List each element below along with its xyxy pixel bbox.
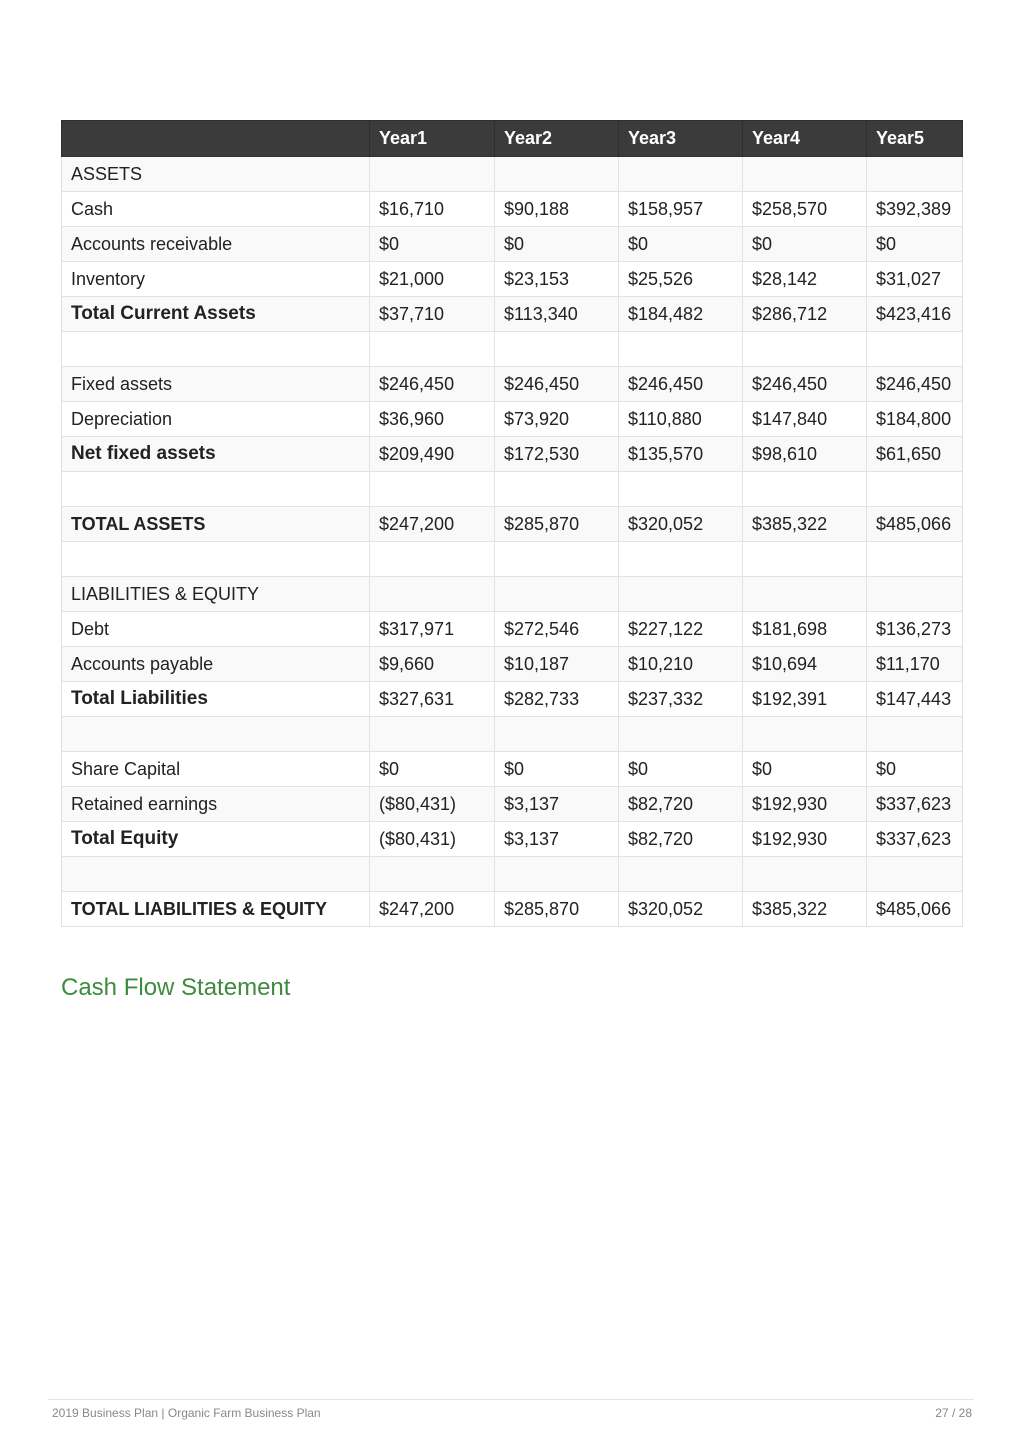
cell-year4	[743, 472, 867, 507]
column-header-year1: Year1	[370, 121, 495, 157]
balance-sheet-table	[61, 120, 963, 927]
cell-year4	[743, 857, 867, 892]
cell-year3: $135,570	[619, 437, 743, 472]
cell-year5	[867, 717, 963, 752]
table-row	[62, 787, 963, 822]
cell-year4	[743, 717, 867, 752]
cell-year1: $21,000	[370, 262, 495, 297]
table-row	[62, 472, 963, 507]
row-label: Share Capital	[62, 752, 370, 787]
row-label: TOTAL ASSETS	[62, 507, 370, 542]
cell-year5: $136,273	[867, 612, 963, 647]
table-row	[62, 367, 963, 402]
cell-year3	[619, 857, 743, 892]
cell-year1: ($80,431)	[370, 822, 495, 857]
cell-year5: $0	[867, 752, 963, 787]
column-header-year5: Year5	[867, 121, 963, 157]
row-label: Depreciation	[62, 402, 370, 437]
footer-document-title: 2019 Business Plan | Organic Farm Business Plan	[52, 1406, 321, 1420]
cell-year4: $192,930	[743, 822, 867, 857]
cell-year5	[867, 472, 963, 507]
cell-year4: $385,322	[743, 507, 867, 542]
row-label: Accounts payable	[62, 647, 370, 682]
row-label	[62, 472, 370, 507]
cell-year3	[619, 577, 743, 612]
cell-year4	[743, 332, 867, 367]
cell-year4: $286,712	[743, 297, 867, 332]
cell-year1	[370, 857, 495, 892]
cell-year2: $285,870	[495, 892, 619, 927]
row-label	[62, 717, 370, 752]
cell-year5	[867, 857, 963, 892]
cell-year5: $0	[867, 227, 963, 262]
cell-year3	[619, 717, 743, 752]
cell-year1: $246,450	[370, 367, 495, 402]
cell-year1	[370, 332, 495, 367]
row-label: Fixed assets	[62, 367, 370, 402]
cell-year3: $0	[619, 227, 743, 262]
table-row	[62, 192, 963, 227]
table-row	[62, 437, 963, 472]
cell-year2: $285,870	[495, 507, 619, 542]
cell-year3: $82,720	[619, 822, 743, 857]
cell-year4: $258,570	[743, 192, 867, 227]
column-header-year4: Year4	[743, 121, 867, 157]
row-label	[62, 542, 370, 577]
cell-year2: $3,137	[495, 822, 619, 857]
section-heading: Cash Flow Statement	[61, 974, 291, 1001]
row-label	[62, 332, 370, 367]
footer-page-number: 27 / 28	[935, 1406, 972, 1420]
row-label	[62, 857, 370, 892]
cell-year2: $282,733	[495, 682, 619, 717]
table-row	[62, 612, 963, 647]
table-row	[62, 682, 963, 717]
row-label: LIABILITIES & EQUITY	[62, 577, 370, 612]
cell-year3	[619, 332, 743, 367]
row-label: Total Liabilities	[62, 682, 370, 717]
cell-year3	[619, 542, 743, 577]
cell-year4: $385,322	[743, 892, 867, 927]
cell-year3	[619, 472, 743, 507]
cell-year1	[370, 542, 495, 577]
cell-year4	[743, 542, 867, 577]
cell-year1: $16,710	[370, 192, 495, 227]
cell-year3: $10,210	[619, 647, 743, 682]
row-label: Debt	[62, 612, 370, 647]
cell-year2: $10,187	[495, 647, 619, 682]
row-label: TOTAL LIABILITIES & EQUITY	[62, 892, 370, 927]
cell-year4	[743, 577, 867, 612]
cell-year1: $0	[370, 227, 495, 262]
cell-year1	[370, 577, 495, 612]
table-body	[62, 157, 963, 927]
table-row	[62, 542, 963, 577]
cell-year1	[370, 717, 495, 752]
table-row	[62, 157, 963, 192]
cell-year2: $172,530	[495, 437, 619, 472]
row-label: Retained earnings	[62, 787, 370, 822]
cell-year1: $36,960	[370, 402, 495, 437]
table-row	[62, 577, 963, 612]
cell-year3: $320,052	[619, 507, 743, 542]
cell-year1: $247,200	[370, 507, 495, 542]
footer-divider	[48, 1399, 974, 1400]
cell-year5	[867, 542, 963, 577]
cell-year5: $423,416	[867, 297, 963, 332]
cell-year2	[495, 157, 619, 192]
cell-year3: $158,957	[619, 192, 743, 227]
cell-year5: $184,800	[867, 402, 963, 437]
cell-year4: $246,450	[743, 367, 867, 402]
table-row	[62, 227, 963, 262]
cell-year5: $337,623	[867, 822, 963, 857]
row-label: Total Equity	[62, 822, 370, 857]
row-label: Net fixed assets	[62, 437, 370, 472]
cell-year2	[495, 577, 619, 612]
cell-year4: $0	[743, 752, 867, 787]
cell-year5: $11,170	[867, 647, 963, 682]
cell-year3: $184,482	[619, 297, 743, 332]
cell-year2: $113,340	[495, 297, 619, 332]
cell-year1: $317,971	[370, 612, 495, 647]
table-row	[62, 332, 963, 367]
row-label: ASSETS	[62, 157, 370, 192]
table-row	[62, 262, 963, 297]
cell-year5	[867, 332, 963, 367]
cell-year2: $0	[495, 752, 619, 787]
cell-year5: $246,450	[867, 367, 963, 402]
table-row	[62, 752, 963, 787]
cell-year4: $147,840	[743, 402, 867, 437]
table-row	[62, 822, 963, 857]
cell-year2: $73,920	[495, 402, 619, 437]
table-row	[62, 507, 963, 542]
cell-year1: ($80,431)	[370, 787, 495, 822]
table-header-row	[62, 121, 963, 157]
cell-year3: $227,122	[619, 612, 743, 647]
cell-year2: $0	[495, 227, 619, 262]
table-row	[62, 892, 963, 927]
cell-year4: $10,694	[743, 647, 867, 682]
row-label: Cash	[62, 192, 370, 227]
cell-year4: $98,610	[743, 437, 867, 472]
cell-year5: $392,389	[867, 192, 963, 227]
table-row	[62, 647, 963, 682]
cell-year1: $37,710	[370, 297, 495, 332]
cell-year2: $90,188	[495, 192, 619, 227]
cell-year2	[495, 542, 619, 577]
cell-year2: $246,450	[495, 367, 619, 402]
cell-year5: $147,443	[867, 682, 963, 717]
column-header-year3: Year3	[619, 121, 743, 157]
cell-year4	[743, 157, 867, 192]
cell-year1: $9,660	[370, 647, 495, 682]
cell-year5: $337,623	[867, 787, 963, 822]
cell-year2	[495, 857, 619, 892]
cell-year4: $192,930	[743, 787, 867, 822]
cell-year3: $0	[619, 752, 743, 787]
column-header-year2: Year2	[495, 121, 619, 157]
cell-year2	[495, 717, 619, 752]
cell-year1	[370, 157, 495, 192]
table-row	[62, 297, 963, 332]
cell-year2: $23,153	[495, 262, 619, 297]
cell-year1	[370, 472, 495, 507]
cell-year5: $61,650	[867, 437, 963, 472]
cell-year5: $485,066	[867, 892, 963, 927]
table-row	[62, 402, 963, 437]
table-row	[62, 717, 963, 752]
cell-year2	[495, 472, 619, 507]
cell-year5	[867, 157, 963, 192]
cell-year5	[867, 577, 963, 612]
cell-year3: $25,526	[619, 262, 743, 297]
cell-year5: $485,066	[867, 507, 963, 542]
cell-year2	[495, 332, 619, 367]
cell-year5: $31,027	[867, 262, 963, 297]
cell-year4: $28,142	[743, 262, 867, 297]
cell-year3: $82,720	[619, 787, 743, 822]
row-label: Accounts receivable	[62, 227, 370, 262]
table-row	[62, 857, 963, 892]
cell-year3: $110,880	[619, 402, 743, 437]
cell-year4: $192,391	[743, 682, 867, 717]
cell-year3: $237,332	[619, 682, 743, 717]
cell-year3: $246,450	[619, 367, 743, 402]
cell-year1: $209,490	[370, 437, 495, 472]
row-label: Total Current Assets	[62, 297, 370, 332]
cell-year4: $181,698	[743, 612, 867, 647]
column-header-label	[62, 121, 370, 157]
row-label: Inventory	[62, 262, 370, 297]
cell-year1: $0	[370, 752, 495, 787]
cell-year3	[619, 157, 743, 192]
cell-year2: $3,137	[495, 787, 619, 822]
cell-year1: $247,200	[370, 892, 495, 927]
cell-year4: $0	[743, 227, 867, 262]
cell-year2: $272,546	[495, 612, 619, 647]
cell-year3: $320,052	[619, 892, 743, 927]
cell-year1: $327,631	[370, 682, 495, 717]
